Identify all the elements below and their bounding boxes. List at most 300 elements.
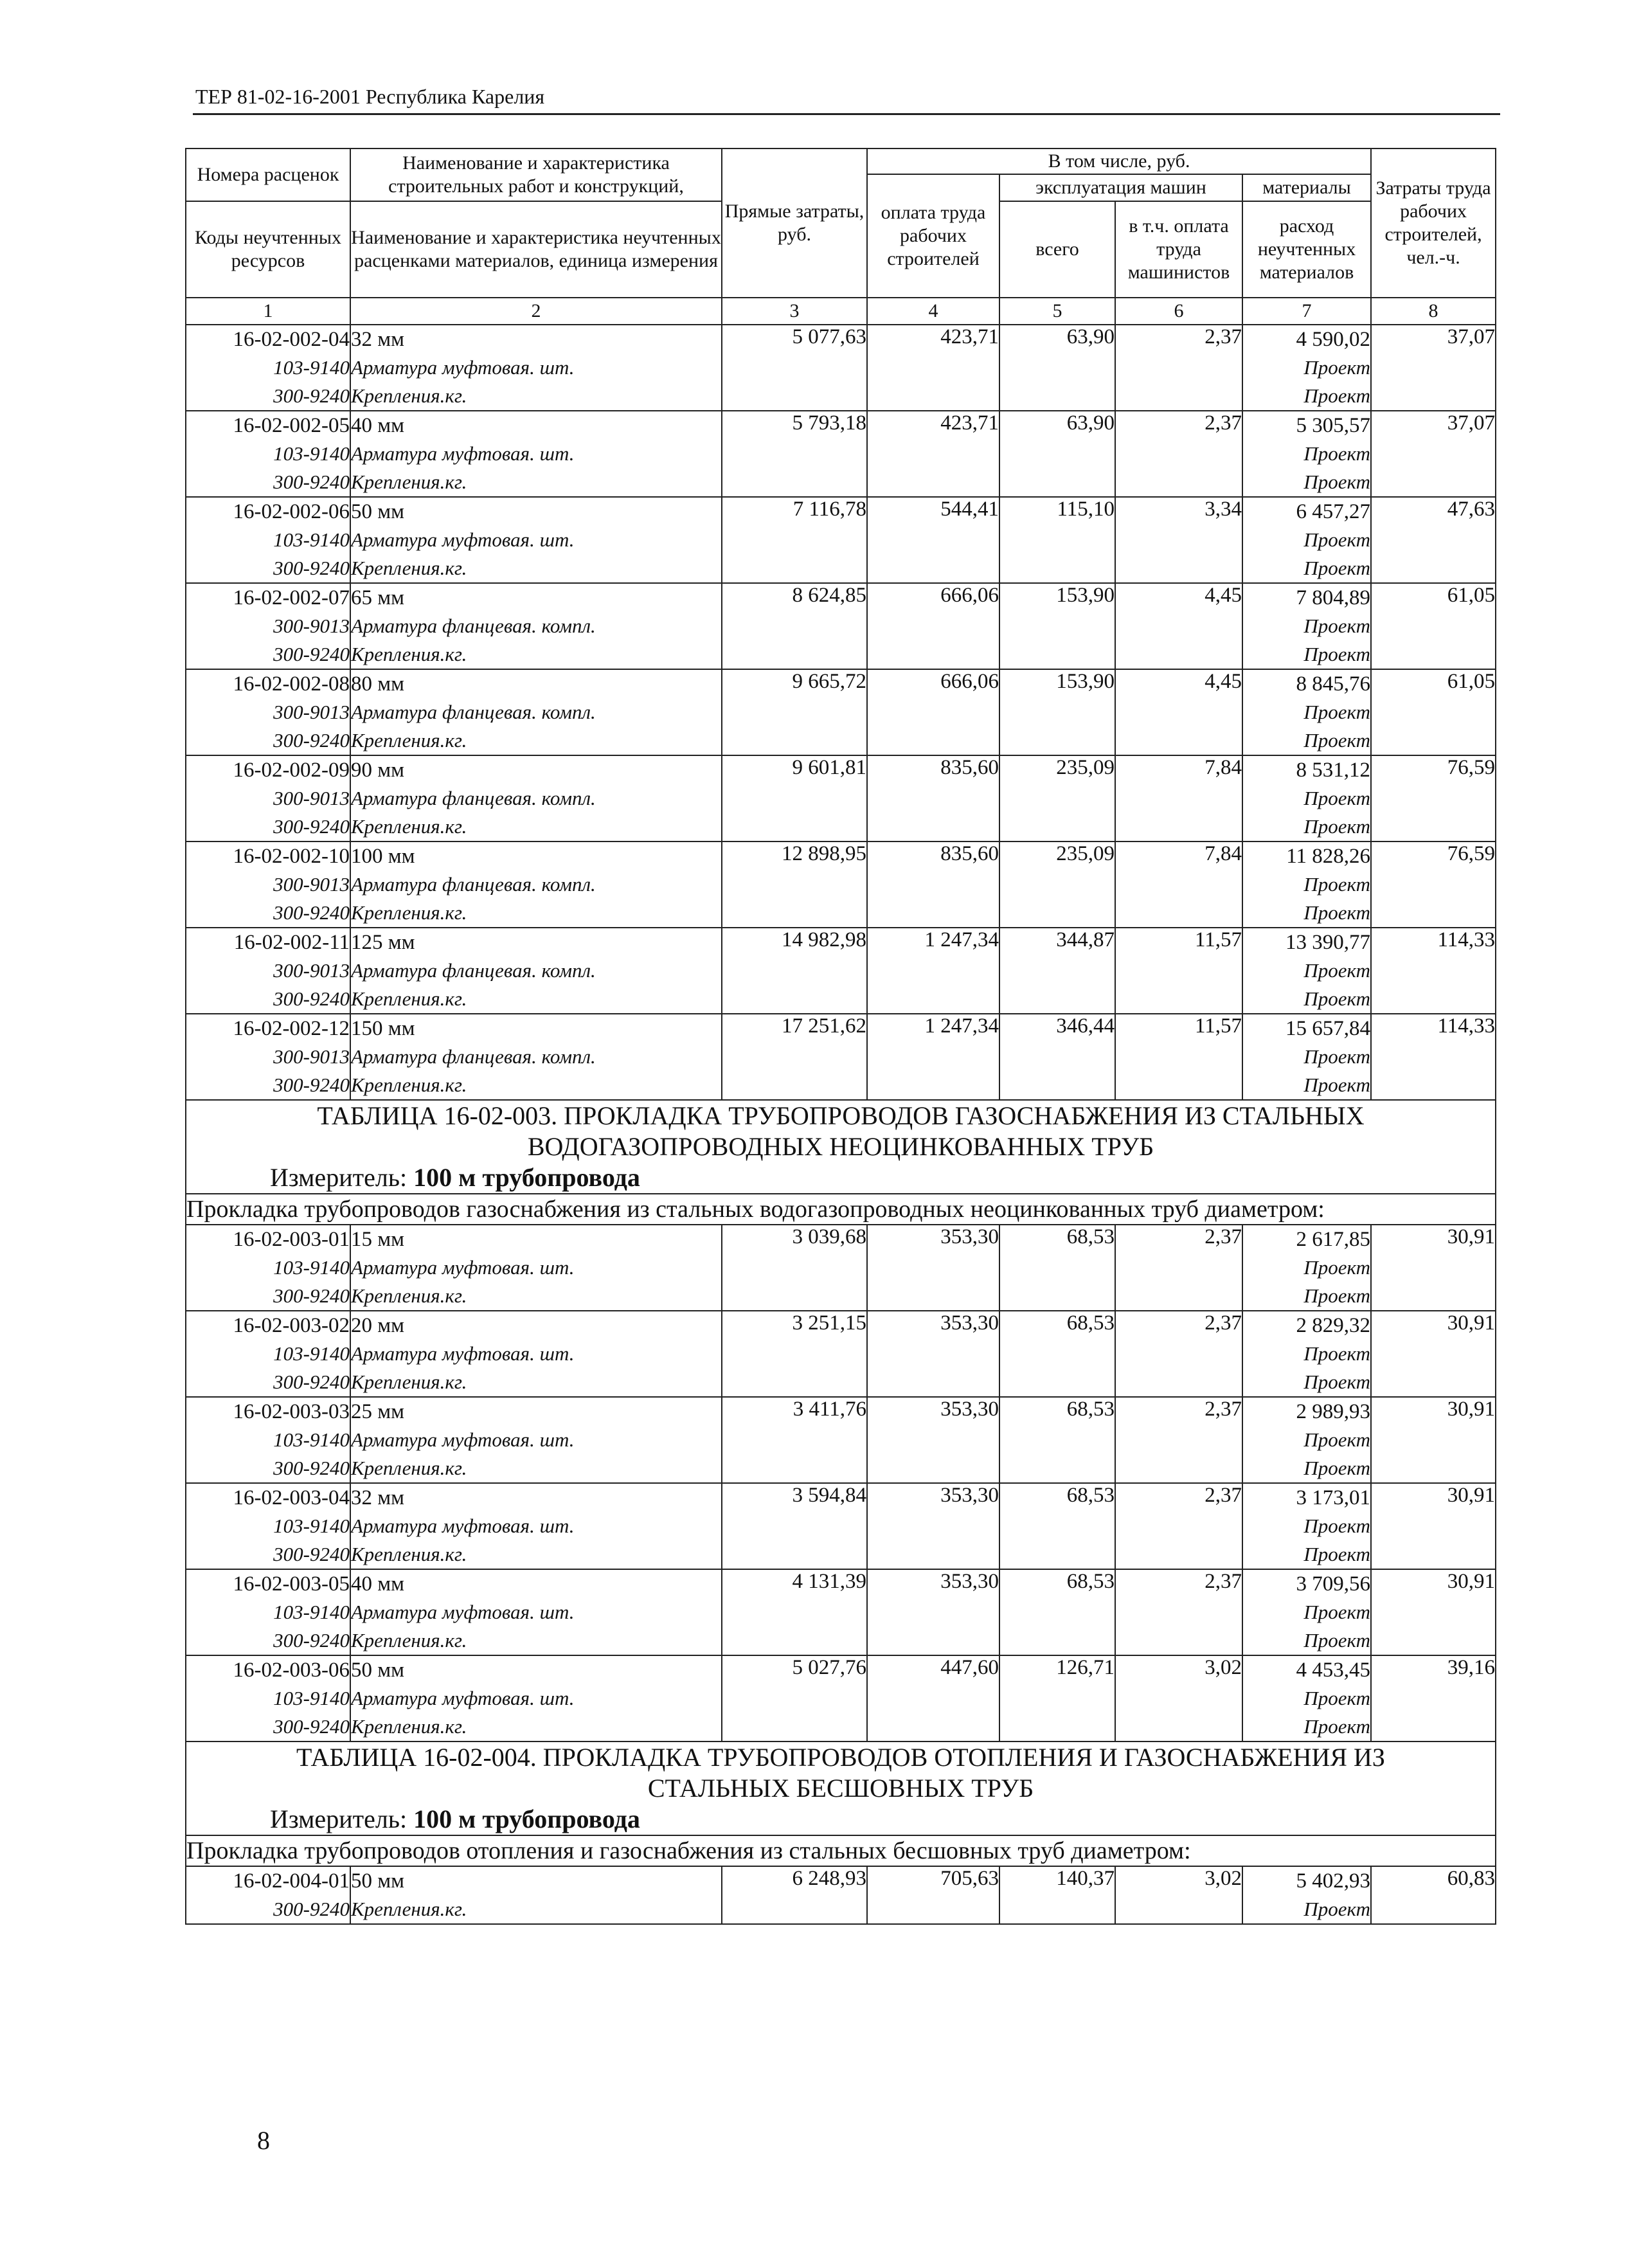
resource-code: 103-9140 [273, 1256, 350, 1279]
resource-name: Крепления.кг. [351, 815, 467, 838]
labor-hours: 76,59 [1371, 842, 1496, 928]
table-row [186, 1483, 1496, 1569]
rate-code: 16-02-002-05 [233, 414, 350, 437]
section-title-line-1: ТАБЛИЦА 16-02-004. ПРОКЛАДКА ТРУБОПРОВОДОВ ОТОПЛЕНИЯ И ГАЗОСНАБЖЕНИЯ ИЗ [296, 1743, 1385, 1772]
materials-cost: 2 989,93 [1296, 1400, 1371, 1423]
resource-code: 300-9240 [273, 1284, 350, 1307]
header-rule [193, 113, 1500, 115]
materials-project: Проект [1303, 1629, 1371, 1652]
resource-code: 300-9240 [273, 1629, 350, 1652]
resource-name: Крепления.кг. [351, 1457, 467, 1479]
machines-total: 115,10 [999, 497, 1115, 583]
header-materials: материалы [1242, 174, 1371, 201]
materials-project: Проект [1303, 1256, 1371, 1279]
materials-cost: 2 829,32 [1296, 1314, 1371, 1337]
materials-project: Проект [1303, 1543, 1371, 1565]
direct-cost: 17 251,62 [722, 1014, 867, 1100]
labor-cost: 1 247,34 [867, 928, 999, 1014]
table-row [186, 1311, 1496, 1397]
labor-cost: 1 247,34 [867, 1014, 999, 1100]
machinist-labor: 3,02 [1115, 1866, 1242, 1924]
machinist-labor: 2,37 [1115, 411, 1242, 497]
rate-code: 16-02-003-03 [233, 1400, 350, 1423]
resource-code: 103-9140 [273, 442, 350, 465]
resource-name: Арматура фланцевая. компл. [351, 873, 596, 896]
materials-project: Проект [1303, 1457, 1371, 1479]
table-row [186, 1866, 1496, 1924]
col-number: 7 [1242, 298, 1371, 325]
group-title-row [186, 1835, 1496, 1866]
materials-cell [1242, 497, 1371, 583]
section-title-line-1: ТАБЛИЦА 16-02-003. ПРОКЛАДКА ТРУБОПРОВОДОВ ГАЗОСНАБЖЕНИЯ ИЗ СТАЛЬНЫХ [317, 1101, 1365, 1130]
code-cell [186, 928, 350, 1014]
materials-project: Проект [1303, 1428, 1371, 1451]
resource-code: 300-9240 [273, 987, 350, 1010]
materials-project: Проект [1303, 1515, 1371, 1537]
labor-hours: 30,91 [1371, 1311, 1496, 1397]
machines-total: 68,53 [999, 1397, 1115, 1483]
materials-project: Проект [1303, 1687, 1371, 1709]
machines-total: 235,09 [999, 842, 1115, 928]
table-row [186, 497, 1496, 583]
resource-code: 300-9240 [273, 1371, 350, 1393]
resource-name: Крепления.кг. [351, 1715, 467, 1738]
resource-name: Арматура фланцевая. компл. [351, 787, 596, 809]
name-cell [350, 1655, 722, 1742]
machines-total: 68,53 [999, 1225, 1115, 1311]
materials-project: Проект [1303, 1601, 1371, 1623]
labor-hours: 61,05 [1371, 669, 1496, 755]
section-title-line-2: СТАЛЬНЫХ БЕСШОВНЫХ ТРУБ [647, 1774, 1034, 1803]
header-machines: эксплуатация машин [999, 174, 1242, 201]
materials-cost: 8 531,12 [1296, 759, 1371, 782]
resource-code: 300-9013 [273, 873, 350, 896]
materials-cost: 3 173,01 [1296, 1486, 1371, 1509]
resource-name: Крепления.кг. [351, 1898, 467, 1920]
machinist-labor: 11,57 [1115, 928, 1242, 1014]
resource-name: Арматура фланцевая. компл. [351, 1045, 596, 1068]
col-number: 2 [350, 298, 722, 325]
section-title-row [186, 1100, 1496, 1194]
materials-cell [1242, 1311, 1371, 1397]
work-name: 50 мм [351, 500, 405, 523]
labor-cost: 835,60 [867, 842, 999, 928]
rates-table [185, 148, 1496, 1925]
labor-hours: 47,63 [1371, 497, 1496, 583]
rate-code: 16-02-002-07 [233, 586, 350, 609]
rate-code: 16-02-002-09 [233, 759, 350, 782]
materials-project: Проект [1303, 729, 1371, 752]
name-cell [350, 497, 722, 583]
code-cell [186, 411, 350, 497]
section-title [186, 1100, 1496, 1194]
resource-name: Крепления.кг. [351, 557, 467, 579]
resource-name: Крепления.кг. [351, 1284, 467, 1307]
machines-total: 153,90 [999, 669, 1115, 755]
direct-cost: 9 601,81 [722, 755, 867, 842]
table-row [186, 583, 1496, 669]
col-number: 1 [186, 298, 350, 325]
rate-code: 16-02-002-12 [233, 1017, 350, 1040]
work-name: 32 мм [351, 328, 405, 351]
direct-cost: 8 624,85 [722, 583, 867, 669]
rate-code: 16-02-002-04 [233, 328, 350, 351]
code-cell [186, 1569, 350, 1655]
direct-cost: 3 251,15 [722, 1311, 867, 1397]
header-col5: всего [999, 201, 1115, 298]
code-cell [186, 842, 350, 928]
resource-code: 103-9140 [273, 1601, 350, 1623]
resource-name: Крепления.кг. [351, 384, 467, 407]
direct-cost: 6 248,93 [722, 1866, 867, 1924]
machines-total: 344,87 [999, 928, 1115, 1014]
work-name: 125 мм [351, 931, 415, 954]
machinist-labor: 11,57 [1115, 1014, 1242, 1100]
work-name: 80 мм [351, 672, 405, 696]
group-title: Прокладка трубопроводов отопления и газоснабжения из стальных бесшовных труб диаметром: [186, 1835, 1496, 1866]
labor-hours: 37,07 [1371, 411, 1496, 497]
resource-name: Арматура муфтовая. шт. [351, 1256, 575, 1279]
resource-name: Крепления.кг. [351, 729, 467, 752]
work-name: 40 мм [351, 1572, 405, 1596]
machines-total: 68,53 [999, 1569, 1115, 1655]
materials-cost: 4 590,02 [1296, 328, 1371, 351]
materials-cost: 11 828,26 [1286, 845, 1371, 868]
labor-cost: 353,30 [867, 1311, 999, 1397]
header-col2-top: Наименование и характеристика строительных работ и конструкций, [350, 148, 722, 201]
rate-code: 16-02-003-04 [233, 1486, 350, 1509]
materials-project: Проект [1303, 1074, 1371, 1096]
section-title [186, 1742, 1496, 1835]
measure-value: 100 м трубопровода [413, 1163, 640, 1192]
machinist-labor: 4,45 [1115, 669, 1242, 755]
materials-project: Проект [1303, 356, 1371, 379]
materials-project: Проект [1303, 1045, 1371, 1068]
resource-code: 300-9240 [273, 1074, 350, 1096]
direct-cost: 5 077,63 [722, 325, 867, 411]
name-cell [350, 1397, 722, 1483]
header-col1-bottom: Коды неучтенных ресурсов [186, 201, 350, 298]
resource-name: Арматура муфтовая. шт. [351, 1687, 575, 1709]
work-name: 50 мм [351, 1869, 405, 1893]
rate-code: 16-02-002-06 [233, 500, 350, 523]
materials-cell [1242, 842, 1371, 928]
materials-cost: 6 457,27 [1296, 500, 1371, 523]
code-cell [186, 1014, 350, 1100]
materials-cost: 4 453,45 [1296, 1659, 1371, 1682]
name-cell [350, 1866, 722, 1924]
resource-code: 300-9240 [273, 1898, 350, 1920]
labor-cost: 353,30 [867, 1483, 999, 1569]
labor-hours: 60,83 [1371, 1866, 1496, 1924]
materials-cell [1242, 1569, 1371, 1655]
materials-cost: 2 617,85 [1296, 1228, 1371, 1251]
table-body [186, 298, 1496, 1924]
resource-code: 300-9240 [273, 557, 350, 579]
machines-total: 63,90 [999, 411, 1115, 497]
code-cell [186, 1311, 350, 1397]
rate-code: 16-02-002-08 [233, 672, 350, 696]
resource-name: Арматура муфтовая. шт. [351, 356, 575, 379]
materials-project: Проект [1303, 643, 1371, 665]
labor-hours: 30,91 [1371, 1397, 1496, 1483]
table-row [186, 1397, 1496, 1483]
measure-value: 100 м трубопровода [413, 1805, 640, 1833]
table-header [186, 148, 1496, 298]
machinist-labor: 2,37 [1115, 1397, 1242, 1483]
materials-cell [1242, 1655, 1371, 1742]
resource-code: 300-9240 [273, 729, 350, 752]
labor-hours: 61,05 [1371, 583, 1496, 669]
direct-cost: 3 411,76 [722, 1397, 867, 1483]
resource-code: 300-9013 [273, 615, 350, 637]
machines-total: 68,53 [999, 1311, 1115, 1397]
materials-project: Проект [1303, 471, 1371, 493]
col-number: 4 [867, 298, 999, 325]
materials-cost: 8 845,76 [1296, 672, 1371, 696]
col-number: 5 [999, 298, 1115, 325]
machines-total: 68,53 [999, 1483, 1115, 1569]
labor-cost: 353,30 [867, 1225, 999, 1311]
rate-code: 16-02-004-01 [233, 1869, 350, 1893]
materials-project: Проект [1303, 701, 1371, 723]
measure-label: Измеритель: [270, 1805, 408, 1833]
machines-total: 153,90 [999, 583, 1115, 669]
name-cell [350, 669, 722, 755]
machinist-labor: 2,37 [1115, 1569, 1242, 1655]
section-title-row [186, 1742, 1496, 1835]
labor-hours: 114,33 [1371, 928, 1496, 1014]
page-number: 8 [257, 2126, 270, 2155]
machines-total: 346,44 [999, 1014, 1115, 1100]
materials-cost: 15 657,84 [1285, 1017, 1371, 1040]
direct-cost: 3 594,84 [722, 1483, 867, 1569]
direct-cost: 7 116,78 [722, 497, 867, 583]
header-col8: Затраты труда рабочих строителей, чел.-ч. [1371, 148, 1496, 298]
machinist-labor: 2,37 [1115, 1225, 1242, 1311]
direct-cost: 3 039,68 [722, 1225, 867, 1311]
name-cell [350, 842, 722, 928]
materials-project: Проект [1303, 615, 1371, 637]
table-row [186, 411, 1496, 497]
work-name: 50 мм [351, 1659, 405, 1682]
resource-name: Крепления.кг. [351, 1543, 467, 1565]
rate-code: 16-02-003-01 [233, 1228, 350, 1251]
resource-code: 300-9013 [273, 787, 350, 809]
table-row [186, 1014, 1496, 1100]
resource-code: 103-9140 [273, 356, 350, 379]
header-col2-bottom: Наименование и характеристика неучтенных расценками материалов, единица измерения [350, 201, 722, 298]
materials-project: Проект [1303, 815, 1371, 838]
materials-project: Проект [1303, 987, 1371, 1010]
header-col6: в т.ч. оплата труда машинистов [1115, 201, 1242, 298]
materials-project: Проект [1303, 384, 1371, 407]
resource-code: 300-9240 [273, 1715, 350, 1738]
direct-cost: 9 665,72 [722, 669, 867, 755]
machinist-labor: 2,37 [1115, 1483, 1242, 1569]
labor-hours: 114,33 [1371, 1014, 1496, 1100]
resource-code: 103-9140 [273, 528, 350, 551]
code-cell [186, 497, 350, 583]
labor-hours: 30,91 [1371, 1225, 1496, 1311]
col-number: 6 [1115, 298, 1242, 325]
materials-cost: 5 305,57 [1296, 414, 1371, 437]
resource-code: 300-9240 [273, 643, 350, 665]
materials-project: Проект [1303, 1715, 1371, 1738]
resource-name: Арматура муфтовая. шт. [351, 442, 575, 465]
machines-total: 140,37 [999, 1866, 1115, 1924]
resource-name: Арматура муфтовая. шт. [351, 1601, 575, 1623]
labor-cost: 353,30 [867, 1397, 999, 1483]
labor-cost: 544,41 [867, 497, 999, 583]
materials-project: Проект [1303, 1371, 1371, 1393]
machinist-labor: 2,37 [1115, 1311, 1242, 1397]
header-col4: оплата труда рабочих строителей [867, 174, 999, 298]
materials-cell [1242, 1866, 1371, 1924]
labor-hours: 30,91 [1371, 1569, 1496, 1655]
materials-cell [1242, 325, 1371, 411]
code-cell [186, 1397, 350, 1483]
direct-cost: 14 982,98 [722, 928, 867, 1014]
resource-code: 103-9140 [273, 1515, 350, 1537]
name-cell [350, 928, 722, 1014]
resource-name: Арматура муфтовая. шт. [351, 528, 575, 551]
materials-project: Проект [1303, 557, 1371, 579]
group-title: Прокладка трубопроводов газоснабжения из стальных водогазопроводных неоцинкованных труб диаметром: [186, 1194, 1496, 1225]
rate-code: 16-02-003-06 [233, 1659, 350, 1682]
materials-project: Проект [1303, 1342, 1371, 1365]
materials-cell [1242, 411, 1371, 497]
resource-code: 300-9013 [273, 959, 350, 982]
resource-code: 103-9140 [273, 1428, 350, 1451]
machines-total: 235,09 [999, 755, 1115, 842]
resource-name: Арматура муфтовая. шт. [351, 1428, 575, 1451]
work-name: 100 мм [351, 845, 415, 868]
labor-cost: 705,63 [867, 1866, 999, 1924]
header-col3: Прямые затраты, руб. [722, 148, 867, 298]
resource-name: Крепления.кг. [351, 1074, 467, 1096]
work-name: 40 мм [351, 414, 405, 437]
labor-hours: 76,59 [1371, 755, 1496, 842]
column-numbers-row [186, 298, 1496, 325]
resource-name: Арматура фланцевая. компл. [351, 959, 596, 982]
code-cell [186, 1225, 350, 1311]
table-row [186, 755, 1496, 842]
code-cell [186, 755, 350, 842]
name-cell [350, 1014, 722, 1100]
rate-code: 16-02-003-02 [233, 1314, 350, 1337]
resource-code: 300-9013 [273, 701, 350, 723]
table-row [186, 1225, 1496, 1311]
rate-code: 16-02-002-11 [233, 931, 350, 954]
work-name: 15 мм [351, 1228, 405, 1251]
name-cell [350, 583, 722, 669]
work-name: 25 мм [351, 1400, 405, 1423]
resource-code: 300-9240 [273, 384, 350, 407]
resource-name: Крепления.кг. [351, 1629, 467, 1652]
section-title-line-2: ВОДОГАЗОПРОВОДНЫХ НЕОЦИНКОВАННЫХ ТРУБ [527, 1132, 1154, 1161]
materials-cell [1242, 1014, 1371, 1100]
resource-code: 300-9240 [273, 815, 350, 838]
materials-project: Проект [1303, 787, 1371, 809]
resource-code: 103-9140 [273, 1687, 350, 1709]
labor-hours: 30,91 [1371, 1483, 1496, 1569]
name-cell [350, 1569, 722, 1655]
materials-cost: 13 390,77 [1285, 931, 1371, 954]
resource-code: 103-9140 [273, 1342, 350, 1365]
machines-total: 63,90 [999, 325, 1115, 411]
materials-cell [1242, 1483, 1371, 1569]
work-name: 90 мм [351, 759, 405, 782]
table-row [186, 325, 1496, 411]
materials-cell [1242, 583, 1371, 669]
labor-cost: 423,71 [867, 411, 999, 497]
code-cell [186, 1655, 350, 1742]
machinist-labor: 3,34 [1115, 497, 1242, 583]
labor-cost: 835,60 [867, 755, 999, 842]
resource-name: Арматура муфтовая. шт. [351, 1515, 575, 1537]
resource-code: 300-9013 [273, 1045, 350, 1068]
materials-project: Проект [1303, 528, 1371, 551]
materials-cell [1242, 669, 1371, 755]
labor-cost: 666,06 [867, 583, 999, 669]
resource-name: Крепления.кг. [351, 901, 467, 924]
materials-cell [1242, 1225, 1371, 1311]
resource-name: Арматура муфтовая. шт. [351, 1342, 575, 1365]
name-cell [350, 411, 722, 497]
direct-cost: 4 131,39 [722, 1569, 867, 1655]
col-number: 3 [722, 298, 867, 325]
labor-hours: 39,16 [1371, 1655, 1496, 1742]
work-name: 20 мм [351, 1314, 405, 1337]
name-cell [350, 1225, 722, 1311]
work-name: 65 мм [351, 586, 405, 609]
name-cell [350, 1311, 722, 1397]
table-row [186, 669, 1496, 755]
direct-cost: 5 793,18 [722, 411, 867, 497]
measure-line [186, 1804, 1495, 1835]
header-group: В том числе, руб. [867, 148, 1371, 174]
labor-hours: 37,07 [1371, 325, 1496, 411]
code-cell [186, 1866, 350, 1924]
code-cell [186, 583, 350, 669]
resource-code: 300-9240 [273, 901, 350, 924]
direct-cost: 5 027,76 [722, 1655, 867, 1742]
materials-cell [1242, 928, 1371, 1014]
direct-cost: 12 898,95 [722, 842, 867, 928]
labor-cost: 666,06 [867, 669, 999, 755]
table-row [186, 1569, 1496, 1655]
resource-name: Арматура фланцевая. компл. [351, 701, 596, 723]
rate-code: 16-02-003-05 [233, 1572, 350, 1596]
materials-cost: 7 804,89 [1296, 586, 1371, 609]
materials-project: Проект [1303, 901, 1371, 924]
table-row [186, 1655, 1496, 1742]
table-row [186, 928, 1496, 1014]
materials-project: Проект [1303, 1898, 1371, 1920]
materials-project: Проект [1303, 959, 1371, 982]
group-title-row [186, 1194, 1496, 1225]
labor-cost: 423,71 [867, 325, 999, 411]
machinist-labor: 7,84 [1115, 755, 1242, 842]
resource-name: Крепления.кг. [351, 1371, 467, 1393]
document-header: ТЕР 81-02-16-2001 Республика Карелия [195, 85, 545, 108]
code-cell [186, 1483, 350, 1569]
resource-name: Арматура фланцевая. компл. [351, 615, 596, 637]
materials-cell [1242, 1397, 1371, 1483]
materials-project: Проект [1303, 1284, 1371, 1307]
col-number: 8 [1371, 298, 1496, 325]
